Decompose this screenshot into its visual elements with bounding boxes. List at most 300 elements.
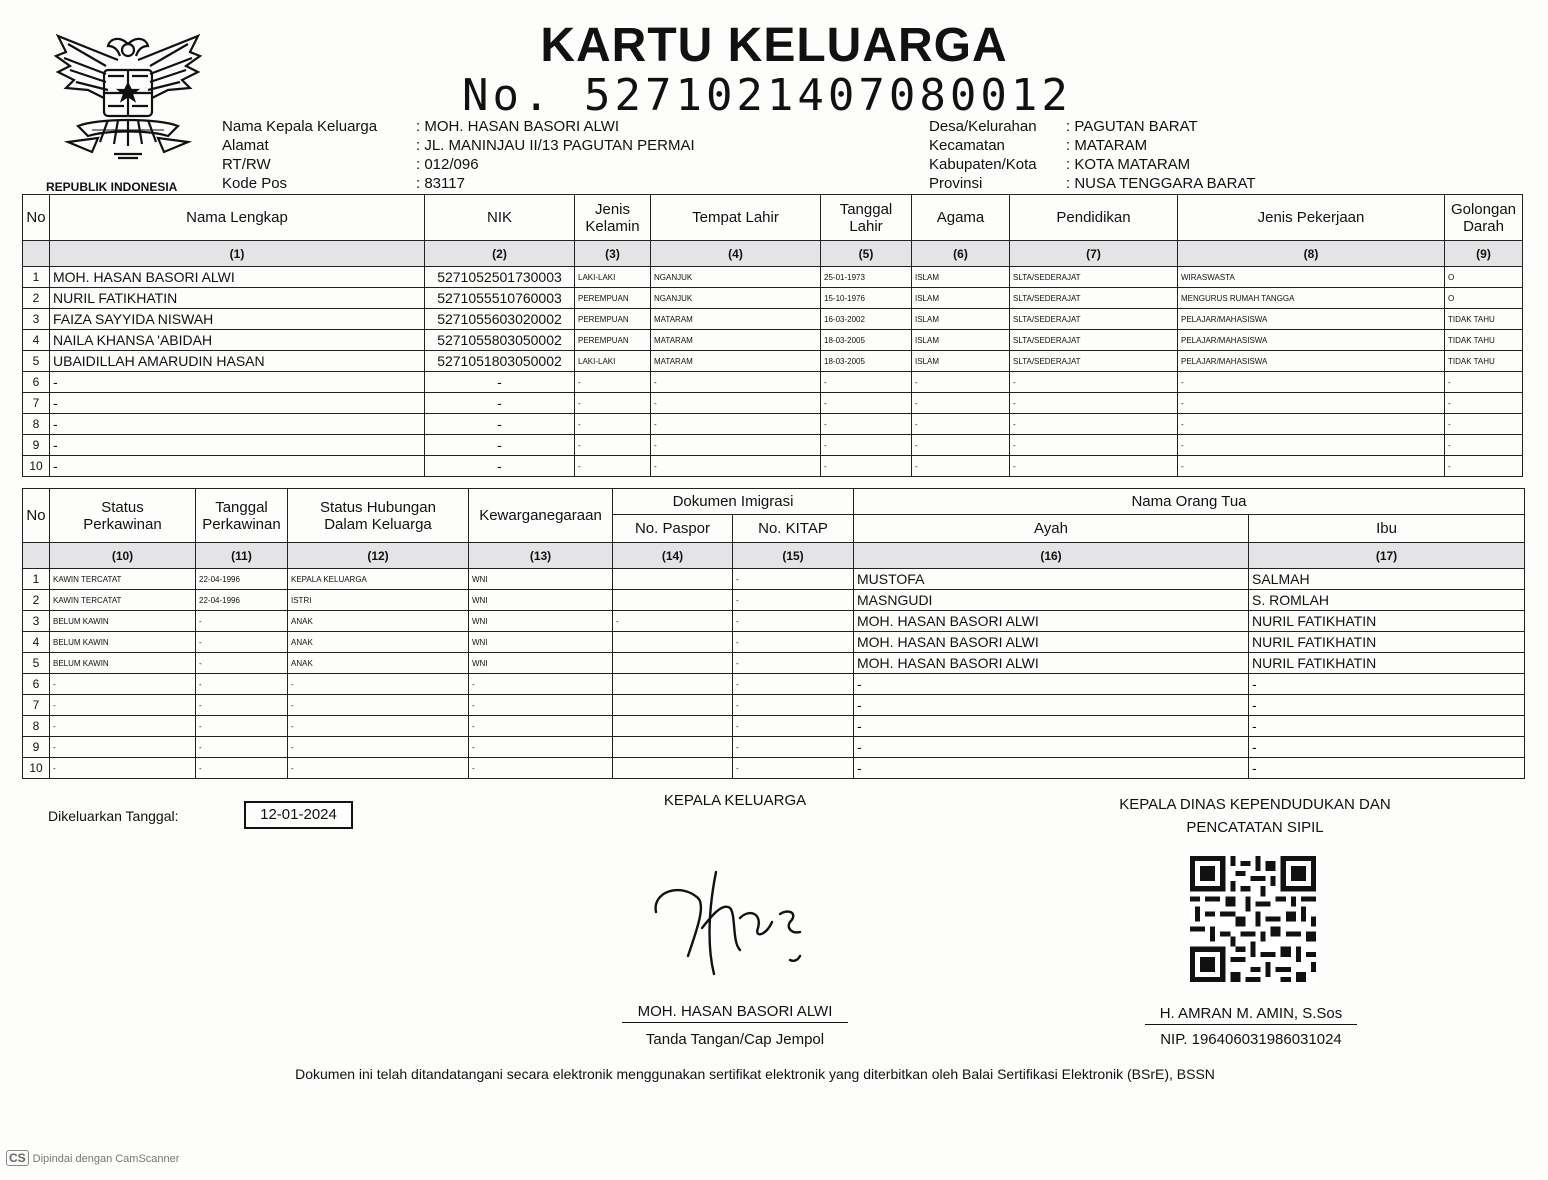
religion-cell: - — [912, 393, 1010, 414]
nik-cell: - — [425, 372, 575, 393]
district-label: Kecamatan — [929, 137, 1005, 154]
column-number: (4) — [651, 241, 821, 267]
marriage-date-cell: - — [196, 611, 288, 632]
religion-cell: ISLAM — [912, 309, 1010, 330]
occupation-cell: - — [1178, 393, 1445, 414]
table-row — [23, 456, 1523, 477]
mother-name-cell: NURIL FATIKHATIN — [1249, 611, 1525, 632]
religion-cell: - — [912, 456, 1010, 477]
blood-type-cell: - — [1445, 435, 1523, 456]
education-cell: - — [1010, 435, 1178, 456]
marriage-date-cell: - — [196, 674, 288, 695]
table-row — [23, 393, 1523, 414]
birthplace-cell: - — [651, 393, 821, 414]
row-number: 10 — [23, 758, 50, 779]
header-right-values — [1066, 117, 1256, 193]
mother-name-cell: - — [1249, 758, 1525, 779]
col-header-birthdate-line1: Tanggal — [839, 200, 893, 218]
row-number: 7 — [23, 393, 50, 414]
birthdate-cell: 18-03-2005 — [821, 351, 912, 372]
father-name-cell: MOH. HASAN BASORI ALWI — [854, 653, 1249, 674]
father-name-cell: - — [854, 758, 1249, 779]
marital-status-cell: - — [50, 737, 196, 758]
col-header-blood-line2: Darah — [1463, 217, 1504, 235]
religion-cell: - — [912, 414, 1010, 435]
col-header-blood-line1: Golongan — [1450, 200, 1517, 218]
column-number-blank — [23, 241, 50, 267]
passport-cell — [613, 569, 733, 590]
marital-status-cell: - — [50, 695, 196, 716]
nik-cell: - — [425, 414, 575, 435]
address-label: Alamat — [222, 137, 269, 154]
marriage-date-cell: - — [196, 716, 288, 737]
citizenship-cell: - — [469, 695, 613, 716]
gender-cell: - — [575, 456, 651, 477]
education-cell: SLTA/SEDERAJAT — [1010, 309, 1178, 330]
rt-rw-label: RT/RW — [222, 156, 271, 173]
mother-name-cell: - — [1249, 674, 1525, 695]
head-of-family-value: : MOH. HASAN BASORI ALWI — [416, 118, 620, 135]
religion-cell: ISLAM — [912, 351, 1010, 372]
birthplace-cell: NGANJUK — [651, 288, 821, 309]
row-number: 1 — [23, 569, 50, 590]
column-number: (14) — [613, 543, 733, 569]
relationship-cell: ISTRI — [288, 590, 469, 611]
passport-cell: - — [613, 611, 733, 632]
citizenship-cell: WNI — [469, 569, 613, 590]
nik-cell: - — [425, 456, 575, 477]
occupation-cell: - — [1178, 456, 1445, 477]
blood-type-cell: TIDAK TAHU — [1445, 330, 1523, 351]
marital-status-cell: BELUM KAWIN — [50, 611, 196, 632]
marriage-date-cell: - — [196, 653, 288, 674]
table-row — [23, 758, 1525, 779]
education-cell: SLTA/SEDERAJAT — [1010, 330, 1178, 351]
regency-label: Kabupaten/Kota — [929, 156, 1037, 173]
full-name-cell: - — [50, 435, 425, 456]
citizenship-cell: - — [469, 716, 613, 737]
family-card-number — [462, 70, 1072, 121]
row-number: 5 — [23, 351, 50, 372]
marital-status-cell: - — [50, 674, 196, 695]
citizenship-cell: - — [469, 758, 613, 779]
col-header-full-name: Nama Lengkap — [50, 195, 425, 241]
birthdate-cell: 18-03-2005 — [821, 330, 912, 351]
row-number: 2 — [23, 590, 50, 611]
relationship-cell: ANAK — [288, 653, 469, 674]
nik-cell: - — [425, 393, 575, 414]
gender-cell: - — [575, 372, 651, 393]
official-name: H. AMRAN M. AMIN, S.Sos — [1145, 1005, 1357, 1025]
relationship-cell: - — [288, 695, 469, 716]
table-row — [23, 288, 1523, 309]
marriage-date-cell: 22-04-1996 — [196, 569, 288, 590]
citizenship-cell: - — [469, 737, 613, 758]
kitap-cell: - — [733, 569, 854, 590]
table-row — [23, 267, 1523, 288]
col-header-relationship-line2: Dalam Keluarga — [324, 515, 432, 533]
gender-cell: LAKI-LAKI — [575, 267, 651, 288]
table-row — [23, 351, 1523, 372]
gender-cell: - — [575, 414, 651, 435]
col-header-marriage-date — [196, 489, 288, 543]
marital-status-cell: - — [50, 758, 196, 779]
header-right-labels — [929, 117, 1037, 193]
kitap-cell: - — [733, 590, 854, 611]
column-number: (10) — [50, 543, 196, 569]
passport-cell — [613, 590, 733, 611]
marriage-date-cell: - — [196, 695, 288, 716]
official-signature-title — [1060, 793, 1450, 839]
religion-cell: ISLAM — [912, 330, 1010, 351]
number-label: No. — [462, 70, 554, 121]
column-number: (1) — [50, 241, 425, 267]
relationship-cell: - — [288, 737, 469, 758]
blood-type-cell: TIDAK TAHU — [1445, 351, 1523, 372]
marriage-date-cell: - — [196, 737, 288, 758]
relationship-cell: - — [288, 716, 469, 737]
col-header-gender-line2: Kelamin — [585, 217, 640, 235]
father-name-cell: MASNGUDI — [854, 590, 1249, 611]
village-value: : PAGUTAN BARAT — [1066, 118, 1198, 135]
kitap-cell: - — [733, 716, 854, 737]
full-name-cell: FAIZA SAYYIDA NISWAH — [50, 309, 425, 330]
passport-cell — [613, 737, 733, 758]
issued-date-value: 12-01-2024 — [244, 801, 353, 829]
address-value: : JL. MANINJAU II/13 PAGUTAN PERMAI — [416, 137, 695, 154]
table-row — [23, 590, 1525, 611]
table-row — [23, 632, 1525, 653]
col-header-no: No — [23, 195, 50, 241]
father-name-cell: - — [854, 674, 1249, 695]
table-row — [23, 435, 1523, 456]
full-name-cell: NAILA KHANSA 'ABIDAH — [50, 330, 425, 351]
citizenship-cell: WNI — [469, 590, 613, 611]
birthplace-cell: - — [651, 414, 821, 435]
row-number: 4 — [23, 330, 50, 351]
row-number: 1 — [23, 267, 50, 288]
education-cell: SLTA/SEDERAJAT — [1010, 288, 1178, 309]
col-header-nik: NIK — [425, 195, 575, 241]
col-header-father: Ayah — [854, 515, 1249, 543]
passport-cell — [613, 716, 733, 737]
col-header-gender — [575, 195, 651, 241]
row-number: 3 — [23, 309, 50, 330]
blood-type-cell: - — [1445, 414, 1523, 435]
blood-type-cell: O — [1445, 267, 1523, 288]
head-of-family-signature-title: KEPALA KELUARGA — [663, 792, 807, 809]
father-name-cell: MOH. HASAN BASORI ALWI — [854, 611, 1249, 632]
header-left-values — [416, 117, 695, 193]
occupation-cell: PELAJAR/MAHASISWA — [1178, 309, 1445, 330]
row-number: 9 — [23, 737, 50, 758]
family-status-body — [23, 569, 1525, 779]
column-number: (3) — [575, 241, 651, 267]
nik-cell: 5271055510760003 — [425, 288, 575, 309]
relationship-cell: - — [288, 674, 469, 695]
table-row — [23, 569, 1525, 590]
nik-cell: 5271051803050002 — [425, 351, 575, 372]
col-header-marriage-line2: Perkawinan — [202, 515, 281, 533]
table-row — [23, 695, 1525, 716]
kitap-cell: - — [733, 674, 854, 695]
camscanner-logo-icon: CS — [6, 1150, 29, 1166]
column-number: (13) — [469, 543, 613, 569]
marriage-date-cell: 22-04-1996 — [196, 590, 288, 611]
nik-cell: 5271052501730003 — [425, 267, 575, 288]
father-name-cell: - — [854, 716, 1249, 737]
column-number-row — [23, 241, 1523, 267]
row-number: 4 — [23, 632, 50, 653]
birthdate-cell: - — [821, 372, 912, 393]
nik-cell: 5271055603020002 — [425, 309, 575, 330]
education-cell: SLTA/SEDERAJAT — [1010, 267, 1178, 288]
kitap-cell: - — [733, 611, 854, 632]
col-header-marriage-line1: Tanggal — [215, 498, 268, 516]
row-number: 5 — [23, 653, 50, 674]
blood-type-cell: O — [1445, 288, 1523, 309]
col-header-immigration-docs: Dokumen Imigrasi — [613, 489, 854, 515]
birthplace-cell: MATARAM — [651, 351, 821, 372]
religion-cell: - — [912, 435, 1010, 456]
col-header-birthdate — [821, 195, 912, 241]
passport-cell — [613, 674, 733, 695]
column-number: (16) — [854, 543, 1249, 569]
col-header-marital-status — [50, 489, 196, 543]
full-name-cell: NURIL FATIKHATIN — [50, 288, 425, 309]
district-value: : MATARAM — [1066, 137, 1148, 154]
province-label: Provinsi — [929, 175, 983, 192]
col-header-kitap: No. KITAP — [733, 515, 854, 543]
blood-type-cell: TIDAK TAHU — [1445, 309, 1523, 330]
marital-status-cell: KAWIN TERCATAT — [50, 590, 196, 611]
birthplace-cell: NGANJUK — [651, 267, 821, 288]
occupation-cell: WIRASWASTA — [1178, 267, 1445, 288]
family-members-table — [22, 194, 1523, 477]
mother-name-cell: - — [1249, 737, 1525, 758]
full-name-cell: - — [50, 372, 425, 393]
col-header-birthdate-line2: Lahir — [849, 217, 883, 235]
row-number: 3 — [23, 611, 50, 632]
electronic-signature-note: Dokumen ini telah ditandatangani secara elektronik menggunakan sertifikat elektronik yang diterbitkan oleh Balai Sertifikasi Elektronik (BSrE), BSSN — [295, 1066, 1215, 1082]
religion-cell: ISLAM — [912, 267, 1010, 288]
relationship-cell: ANAK — [288, 611, 469, 632]
table-row — [23, 330, 1523, 351]
column-number: (17) — [1249, 543, 1525, 569]
col-header-mother: Ibu — [1249, 515, 1525, 543]
birthdate-cell: - — [821, 414, 912, 435]
table-row — [23, 737, 1525, 758]
table-row — [23, 611, 1525, 632]
country-label: REPUBLIK INDONESIA — [46, 180, 178, 194]
education-cell: - — [1010, 393, 1178, 414]
gender-cell: PEREMPUAN — [575, 288, 651, 309]
mother-name-cell: NURIL FATIKHATIN — [1249, 632, 1525, 653]
marriage-date-cell: - — [196, 758, 288, 779]
occupation-cell: - — [1178, 372, 1445, 393]
issued-date-label: Dikeluarkan Tanggal: — [48, 808, 179, 824]
passport-cell — [613, 758, 733, 779]
col-header-marital-line1: Status — [101, 498, 144, 516]
passport-cell — [613, 632, 733, 653]
relationship-cell: - — [288, 758, 469, 779]
rt-rw-value: : 012/096 — [416, 156, 479, 173]
table-row — [23, 716, 1525, 737]
col-header-citizenship: Kewarganegaraan — [469, 489, 613, 543]
col-header-relationship-line1: Status Hubungan — [320, 498, 436, 516]
col-header-blood-type — [1445, 195, 1523, 241]
col-header-occupation: Jenis Pekerjaan — [1178, 195, 1445, 241]
father-name-cell: - — [854, 737, 1249, 758]
education-cell: SLTA/SEDERAJAT — [1010, 351, 1178, 372]
blood-type-cell: - — [1445, 456, 1523, 477]
occupation-cell: PELAJAR/MAHASISWA — [1178, 330, 1445, 351]
table-row — [23, 309, 1523, 330]
column-number: (7) — [1010, 241, 1178, 267]
head-of-family-name: MOH. HASAN BASORI ALWI — [622, 1003, 848, 1023]
birthdate-cell: - — [821, 435, 912, 456]
official-title-line1: KEPALA DINAS KEPENDUDUKAN DAN — [1119, 796, 1391, 813]
column-number: (5) — [821, 241, 912, 267]
kitap-cell: - — [733, 737, 854, 758]
birthdate-cell: 15-10-1976 — [821, 288, 912, 309]
citizenship-cell: WNI — [469, 632, 613, 653]
marital-status-cell: - — [50, 716, 196, 737]
religion-cell: - — [912, 372, 1010, 393]
column-number: (2) — [425, 241, 575, 267]
official-nip: NIP. 196406031986031024 — [1160, 1031, 1342, 1048]
citizenship-cell: WNI — [469, 611, 613, 632]
row-number: 6 — [23, 674, 50, 695]
full-name-cell: - — [50, 393, 425, 414]
birthdate-cell: 16-03-2002 — [821, 309, 912, 330]
col-header-gender-line1: Jenis — [594, 200, 631, 218]
column-number: (9) — [1445, 241, 1523, 267]
birthdate-cell: - — [821, 456, 912, 477]
col-header-relationship — [288, 489, 469, 543]
table-row — [23, 653, 1525, 674]
province-value: : NUSA TENGGARA BARAT — [1066, 175, 1256, 192]
family-members-body — [23, 267, 1523, 477]
scanner-watermark — [6, 1150, 179, 1166]
kitap-cell: - — [733, 653, 854, 674]
row-number: 7 — [23, 695, 50, 716]
mother-name-cell: - — [1249, 695, 1525, 716]
row-number: 8 — [23, 716, 50, 737]
occupation-cell: PELAJAR/MAHASISWA — [1178, 351, 1445, 372]
marital-status-cell: BELUM KAWIN — [50, 632, 196, 653]
postal-code-value: : 83117 — [416, 175, 465, 192]
gender-cell: PEREMPUAN — [575, 330, 651, 351]
table-row — [23, 414, 1523, 435]
birthplace-cell: - — [651, 372, 821, 393]
blood-type-cell: - — [1445, 372, 1523, 393]
column-number-blank — [23, 543, 50, 569]
passport-cell — [613, 695, 733, 716]
col-header-passport: No. Paspor — [613, 515, 733, 543]
nik-cell: 5271055803050002 — [425, 330, 575, 351]
mother-name-cell: NURIL FATIKHATIN — [1249, 653, 1525, 674]
col-header-no: No — [23, 489, 50, 543]
row-number: 6 — [23, 372, 50, 393]
birthplace-cell: MATARAM — [651, 330, 821, 351]
col-header-marital-line2: Perkawinan — [83, 515, 162, 533]
kitap-cell: - — [733, 758, 854, 779]
gender-cell: - — [575, 435, 651, 456]
relationship-cell: ANAK — [288, 632, 469, 653]
education-cell: - — [1010, 456, 1178, 477]
occupation-cell: MENGURUS RUMAH TANGGA — [1178, 288, 1445, 309]
scanner-text: Dipindai dengan CamScanner — [32, 1153, 180, 1165]
handwritten-signature — [640, 862, 820, 982]
document-title: KARTU KELUARGA — [540, 19, 1008, 72]
col-header-religion: Agama — [912, 195, 1010, 241]
column-number: (8) — [1178, 241, 1445, 267]
full-name-cell: MOH. HASAN BASORI ALWI — [50, 267, 425, 288]
full-name-cell: - — [50, 456, 425, 477]
row-number: 2 — [23, 288, 50, 309]
table-row — [23, 674, 1525, 695]
gender-cell: LAKI-LAKI — [575, 351, 651, 372]
kitap-cell: - — [733, 632, 854, 653]
occupation-cell: - — [1178, 414, 1445, 435]
marital-status-cell: BELUM KAWIN — [50, 653, 196, 674]
header-left-labels — [222, 117, 377, 193]
full-name-cell: - — [50, 414, 425, 435]
qr-code-icon — [1190, 856, 1316, 982]
table-row — [23, 372, 1523, 393]
mother-name-cell: - — [1249, 716, 1525, 737]
column-number: (11) — [196, 543, 288, 569]
birthplace-cell: - — [651, 456, 821, 477]
occupation-cell: - — [1178, 435, 1445, 456]
birthdate-cell: - — [821, 393, 912, 414]
father-name-cell: MUSTOFA — [854, 569, 1249, 590]
number-value: 5271021407080012 — [583, 70, 1072, 121]
birthplace-cell: MATARAM — [651, 309, 821, 330]
family-status-table — [22, 488, 1525, 779]
marital-status-cell: KAWIN TERCATAT — [50, 569, 196, 590]
column-number: (12) — [288, 543, 469, 569]
mother-name-cell: S. ROMLAH — [1249, 590, 1525, 611]
education-cell: - — [1010, 372, 1178, 393]
official-title-line2: PENCATATAN SIPIL — [1186, 819, 1324, 836]
col-header-education: Pendidikan — [1010, 195, 1178, 241]
education-cell: - — [1010, 414, 1178, 435]
column-number: (15) — [733, 543, 854, 569]
passport-cell — [613, 653, 733, 674]
citizenship-cell: WNI — [469, 653, 613, 674]
full-name-cell: UBAIDILLAH AMARUDIN HASAN — [50, 351, 425, 372]
gender-cell: PEREMPUAN — [575, 309, 651, 330]
signature-caption: Tanda Tangan/Cap Jempol — [645, 1031, 825, 1048]
col-header-birthplace: Tempat Lahir — [651, 195, 821, 241]
marriage-date-cell: - — [196, 632, 288, 653]
mother-name-cell: SALMAH — [1249, 569, 1525, 590]
column-number-row — [23, 543, 1525, 569]
kitap-cell: - — [733, 695, 854, 716]
column-number: (6) — [912, 241, 1010, 267]
religion-cell: ISLAM — [912, 288, 1010, 309]
head-of-family-label: Nama Kepala Keluarga — [222, 118, 378, 135]
regency-value: : KOTA MATARAM — [1066, 156, 1191, 173]
nik-cell: - — [425, 435, 575, 456]
father-name-cell: MOH. HASAN BASORI ALWI — [854, 632, 1249, 653]
birthdate-cell: 25-01-1973 — [821, 267, 912, 288]
birthplace-cell: - — [651, 435, 821, 456]
row-number: 10 — [23, 456, 50, 477]
row-number: 9 — [23, 435, 50, 456]
